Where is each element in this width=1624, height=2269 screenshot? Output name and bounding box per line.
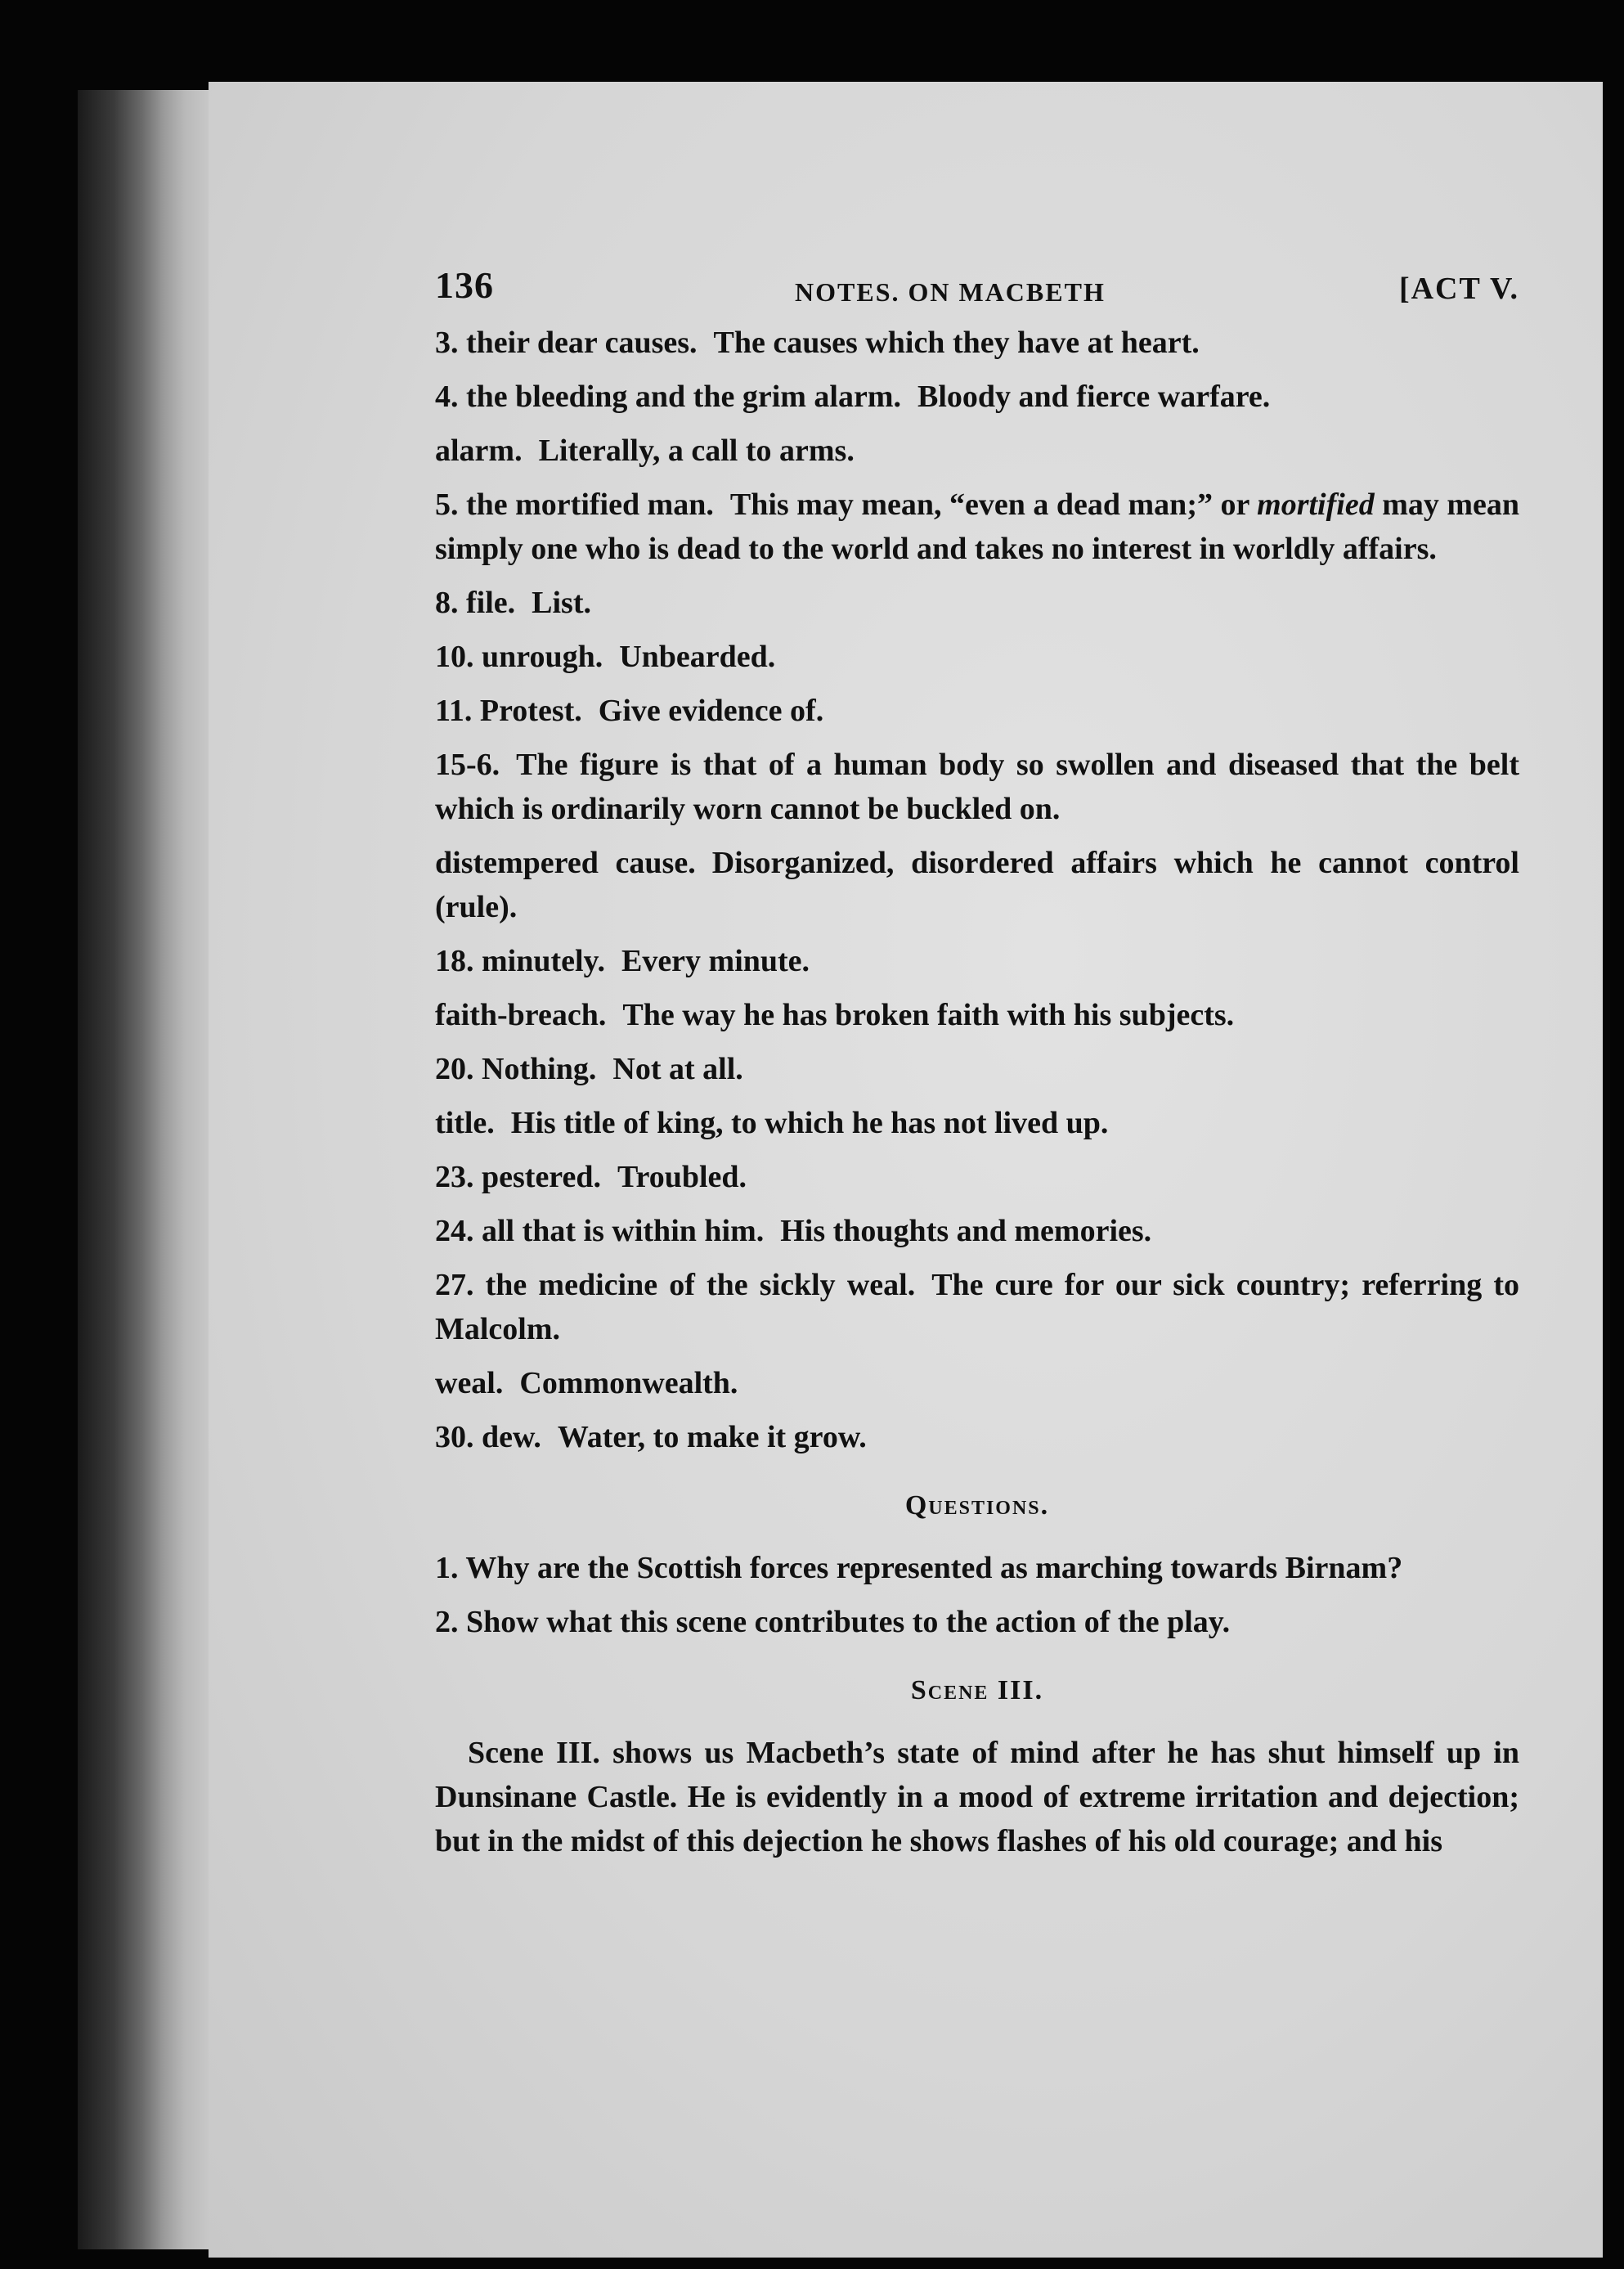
scene-paragraph: Scene III. shows us Macbeth’s state of mind after he has shut himself up in Dunsinane Castle. He is evidently in a mood of extreme irritation and dejection; but in the midst of this dejection he shows flashes of his old courage; and his: [435, 1736, 1519, 1858]
question-item: 2. Show what this scene contributes to the action of the play.: [435, 1605, 1231, 1639]
note-item: 27. the medicine of the sickly weal. The cure for our sick country; referring to Malcolm.: [435, 1268, 1520, 1346]
note-item: title. His title of king, to which he has not lived up.: [435, 1106, 1109, 1140]
act-label: [ACT V.: [1398, 272, 1519, 306]
note-item: 20. Nothing. Not at all.: [435, 1052, 743, 1086]
note-item: 24. all that is within him. His thoughts and memories.: [435, 1214, 1152, 1248]
note-item: 3. their dear causes. The causes which they have at heart.: [435, 326, 1200, 360]
note-item: 30. dew. Water, to make it grow.: [435, 1420, 867, 1454]
questions-heading: Questions.: [904, 1490, 1050, 1521]
note-item: faith-breach. The way he has broken faith with his subjects.: [435, 998, 1235, 1032]
note-item: 18. minutely. Every minute.: [435, 944, 810, 978]
questions-list: [435, 1546, 1519, 1644]
note-item: alarm. Literally, a call to arms.: [435, 434, 855, 468]
note-item: 15-6. The figure is that of a human body so swollen and diseased that the belt which is ordinarily worn cannot be buckled on.: [435, 748, 1519, 826]
question-item: 1. Why are the Scottish forces represented as marching towards Birnam?: [435, 1551, 1403, 1585]
page-content: [435, 263, 1519, 1863]
note-item: 11. Protest. Give evidence of.: [435, 694, 824, 728]
note-item: 4. the bleeding and the grim alarm. Bloody and fierce warfare.: [435, 380, 1271, 414]
scene-heading: Scene III.: [910, 1675, 1044, 1705]
running-title: NOTES. ON MACBETH: [795, 277, 1106, 307]
note-item: weal. Commonwealth.: [435, 1366, 738, 1400]
note-item: 10. unrough. Unbearded.: [435, 640, 776, 674]
note-item: distempered cause. Disorganized, disordered affairs which he cannot control (rule).: [435, 846, 1519, 924]
note-item: 23. pestered. Troubled.: [435, 1160, 747, 1194]
note-item: 5. the mortified man. This may mean, “even a dead man;” or mortified may mean simply one who is dead to the world and takes no interest in worldly affairs.: [435, 487, 1520, 566]
page-header: [435, 263, 1519, 321]
book-spine: [78, 90, 221, 2249]
notes-list: [435, 321, 1519, 1459]
note-item: 8. file. List.: [435, 586, 591, 620]
page-number: 136: [435, 264, 494, 306]
